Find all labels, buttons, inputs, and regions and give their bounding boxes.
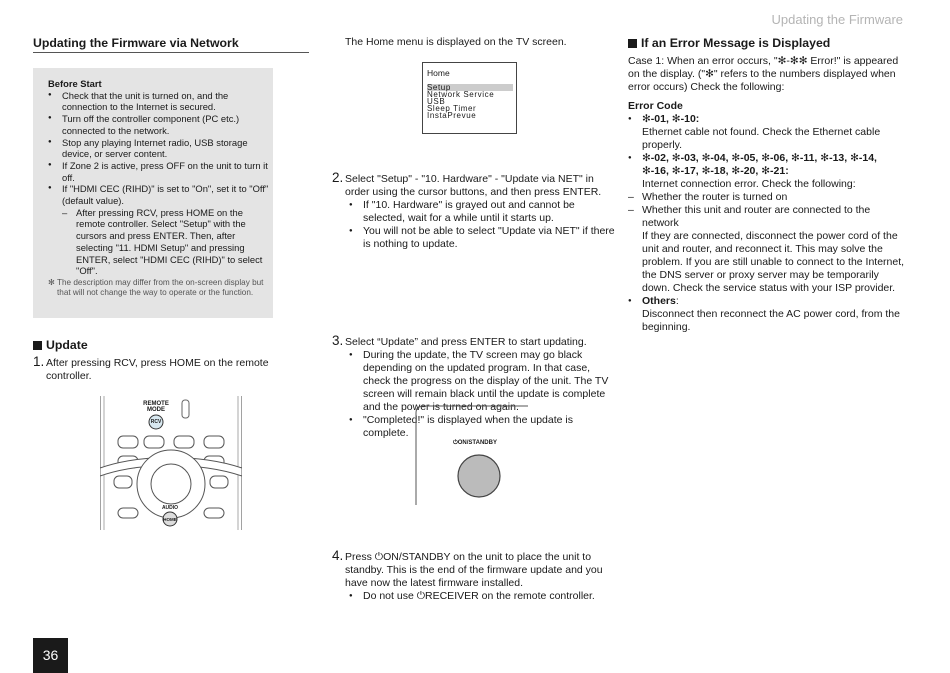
home-menu-item: InstaPrevue [427, 111, 477, 120]
step-4 [332, 548, 615, 603]
error-codes: ● ✻-01, ✻-10: [628, 113, 906, 126]
error-code-list [628, 100, 906, 334]
step-bullet: ● "Completed!" is displayed when the update is complete. [349, 414, 617, 440]
step-number: 1. [33, 354, 45, 369]
error-desc: Disconnect then reconnect the AC power cord, from the beginning. [642, 308, 900, 333]
error-desc-after: If they are connected, disconnect the power cord of the unit and router, and reconnect it. This may solve the problem. If you are still unable to connect to the Internet, the DNS server or proxy server may be temporarily down. Check the service status with your ISP provider. [642, 230, 905, 294]
step-1 [33, 354, 286, 383]
audio-label: AUDIO [161, 505, 179, 511]
home-menu-item: USB [427, 97, 446, 106]
power-icon: ⏻ [374, 551, 384, 563]
home-menu-screen [422, 62, 517, 134]
square-bullet-icon [33, 341, 42, 350]
power-icon: ⏻ [416, 590, 426, 602]
step-bullet [349, 590, 615, 603]
home-menu-intro: The Home menu is displayed on the TV screen. [345, 36, 567, 48]
step-text: Select "Setup" - "10. Hardware" - "Update via NET" in order using the cursor buttons, and then press ENTER. [345, 173, 602, 198]
before-start-item: ● If "HDMI CEC (RIHD)" is set to "On", set it to "Off" (default value). [48, 183, 270, 206]
error-codes-suffix: : [675, 295, 679, 307]
step-bullet: ● During the update, the TV screen may go black depending on the updated program. In that case, check the progress on the display of the unit. The TV screen will remain black until the update is complete and the power is turned on again. [349, 349, 617, 414]
remote-mode-label-line1: REMOTE [143, 401, 169, 407]
home-button-label: HOME [163, 517, 177, 522]
before-start-heading: Before Start [48, 78, 102, 89]
home-menu-item: Network Service [427, 90, 495, 99]
step-number: 4. [332, 548, 344, 563]
case-1-text: Case 1: When an error occurs, "✻-✻✻ Error!" is appeared on the display. ("✻" refers to the numbers displayed when error occurs) Check the following: [628, 55, 899, 93]
home-menu-title: Home [427, 68, 450, 78]
note-mark: ✻ [48, 277, 55, 287]
before-start-item: ● Stop any playing Internet radio, USB storage device, or server content. [48, 137, 270, 160]
error-check: – Whether the router is turned on [628, 191, 906, 204]
unit-illustration [415, 405, 530, 505]
page-number: 36 [33, 638, 68, 673]
before-start-subitem: – After pressing RCV, press HOME on the remote controller. Select "Setup" with the cursors and press ENTER. Then, after selecting "11. HDMI Setup" and pressing ENTER, select "HDMI CEC (RIHD)" to select "Off". [62, 207, 270, 277]
bullet-prefix: Do not use [363, 590, 417, 602]
update-heading [33, 338, 88, 352]
before-start-item: ● Turn off the controller component (PC etc.) connected to the network. [48, 113, 270, 136]
error-codes [628, 295, 906, 308]
before-start-note [48, 278, 270, 299]
step-bullet: ● If "10. Hardware" is grayed out and cannot be selected, wait for a while until it starts up. [349, 199, 615, 225]
error-desc: Internet connection error. Check the following: [642, 178, 856, 190]
step-text: Select “Update” and press ENTER to start updating. [345, 336, 587, 348]
section-title: Updating the Firmware via Network [33, 36, 239, 50]
bullet-text: RECEIVER on the remote controller. [425, 590, 595, 602]
running-head: Updating the Firmware [771, 12, 903, 27]
remote-mode-label [138, 401, 174, 413]
remote-mode-label-line2: MODE [147, 407, 165, 413]
power-icon: ⏻ [453, 440, 458, 446]
on-standby-text: ON/STANDBY [457, 440, 497, 446]
home-menu-item-setup: Setup [427, 84, 513, 91]
note-text: The description may differ from the on-screen display but that will not change the way to operate or the function. [57, 277, 264, 298]
step-text-prefix: Press [345, 551, 375, 563]
step-text: After pressing RCV, press HOME on the remote controller. [46, 357, 269, 382]
error-heading-text: If an Error Message is Displayed [641, 36, 831, 50]
error-codes-text: Others [642, 295, 676, 307]
step-text [345, 551, 615, 590]
before-start-box [33, 68, 273, 318]
error-codes: ● ✻-02, ✻-03, ✻-04, ✻-05, ✻-06, ✻-11, ✻-13, ✻-14, ✻-16, ✻-17, ✻-18, ✻-20, ✻-21: [628, 152, 906, 178]
step-number: 2. [332, 170, 344, 185]
step-bullet: ● You will not be able to select "Update via NET" if there is nothing to update. [349, 225, 615, 251]
square-bullet-icon [628, 39, 637, 48]
step-2 [332, 170, 615, 251]
error-desc: Ethernet cable not found. Check the Ethernet cable properly. [642, 126, 881, 151]
step-number: 3. [332, 333, 344, 348]
step-text-body: ON/STANDBY on the unit to place the unit to standby. This is the end of the firmware update and you have now the latest firmware installed. [345, 551, 603, 589]
unit-panel-icon [415, 405, 530, 505]
before-start-item: ● Check that the unit is turned on, and the connection to the Internet is secured. [48, 90, 270, 113]
update-heading-text: Update [46, 338, 88, 352]
error-check: – Whether this unit and router are connected to the network [628, 204, 906, 230]
home-menu-item: Sleep Timer [427, 104, 477, 113]
remote-illustration [100, 396, 242, 530]
error-heading [628, 36, 830, 50]
before-start-item: ● If Zone 2 is active, press OFF on the unit to turn it off. [48, 160, 270, 183]
error-code-heading: Error Code [628, 100, 683, 112]
on-standby-label [453, 440, 497, 447]
title-rule [33, 52, 309, 53]
rcv-button-label: RCV [150, 419, 162, 425]
